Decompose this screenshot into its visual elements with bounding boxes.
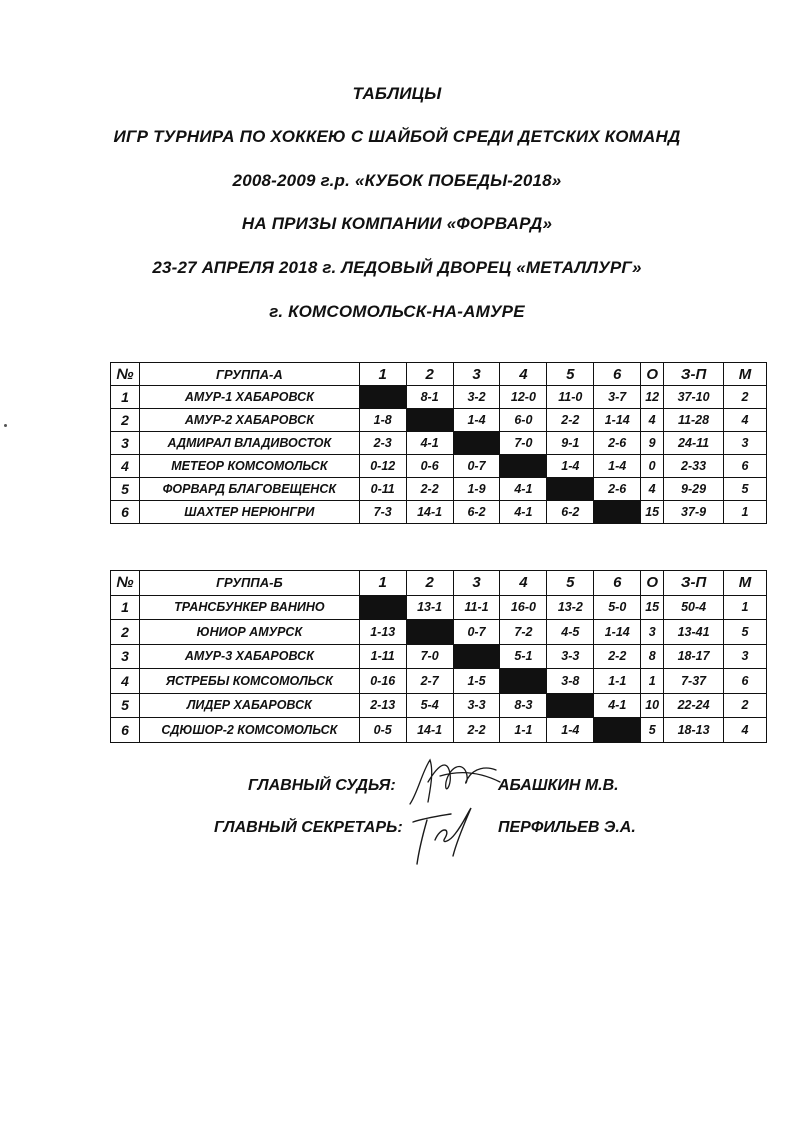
team-name: АМУР-1 ХАБАРОВСК <box>139 386 359 409</box>
team-name: МЕТЕОР КОМСОМОЛЬСК <box>139 455 359 478</box>
self-match-cell <box>500 455 547 478</box>
table-row <box>111 620 767 645</box>
place-value: 3 <box>724 432 767 455</box>
header-col-5: 5 <box>547 571 594 596</box>
goals-value: 18-13 <box>664 718 724 743</box>
header-col-4: 4 <box>500 571 547 596</box>
row-number: 5 <box>111 693 140 718</box>
match-result: 14-1 <box>406 718 453 743</box>
match-result: 11-1 <box>453 595 500 620</box>
header-goals: З-П <box>664 571 724 596</box>
match-result: 12-0 <box>500 386 547 409</box>
goals-value: 9-29 <box>664 478 724 501</box>
points-value: 4 <box>641 478 664 501</box>
group-b-table <box>110 570 767 743</box>
chief-secretary-label: ГЛАВНЫЙ СЕКРЕТАРЬ: <box>214 819 403 836</box>
match-result: 7-2 <box>500 620 547 645</box>
place-value: 6 <box>724 669 767 694</box>
table-header-row <box>111 363 767 386</box>
place-value: 1 <box>724 501 767 524</box>
match-result: 5-4 <box>406 693 453 718</box>
match-result: 0-16 <box>359 669 406 694</box>
points-value: 1 <box>641 669 664 694</box>
goals-value: 24-11 <box>664 432 724 455</box>
header-group: ГРУППА-Б <box>139 571 359 596</box>
row-number: 6 <box>111 718 140 743</box>
match-result: 1-4 <box>547 718 594 743</box>
row-number: 2 <box>111 409 140 432</box>
match-result: 1-5 <box>453 669 500 694</box>
goals-value: 37-10 <box>664 386 724 409</box>
header-col-2: 2 <box>406 571 453 596</box>
match-result: 14-1 <box>406 501 453 524</box>
match-result: 1-8 <box>359 409 406 432</box>
chief-judge-label: ГЛАВНЫЙ СУДЬЯ: <box>248 777 396 794</box>
header-col-3: 3 <box>453 571 500 596</box>
match-result: 1-14 <box>594 409 641 432</box>
match-result: 2-3 <box>359 432 406 455</box>
header-number: № <box>111 363 140 386</box>
match-result: 9-1 <box>547 432 594 455</box>
header-col-4: 4 <box>500 363 547 386</box>
row-number: 1 <box>111 595 140 620</box>
match-result: 7-0 <box>406 644 453 669</box>
title-line-2: ИГР ТУРНИРА ПО ХОККЕЮ С ШАЙБОЙ СРЕДИ ДЕТСКИХ КОМАНД <box>113 127 681 146</box>
match-result: 8-3 <box>500 693 547 718</box>
team-name: ФОРВАРД БЛАГОВЕЩЕНСК <box>139 478 359 501</box>
match-result: 2-6 <box>594 432 641 455</box>
place-value: 2 <box>724 386 767 409</box>
match-result: 6-2 <box>547 501 594 524</box>
match-result: 3-7 <box>594 386 641 409</box>
match-result: 2-6 <box>594 478 641 501</box>
title-line-4: НА ПРИЗЫ КОМПАНИИ «ФОРВАРД» <box>241 214 553 233</box>
team-name: ЮНИОР АМУРСК <box>139 620 359 645</box>
table-row <box>111 644 767 669</box>
place-value: 4 <box>724 718 767 743</box>
points-value: 12 <box>641 386 664 409</box>
match-result: 1-4 <box>594 455 641 478</box>
place-value: 3 <box>724 644 767 669</box>
chief-secretary-name: ПЕРФИЛЬЕВ Э.А. <box>498 819 636 836</box>
points-value: 4 <box>641 409 664 432</box>
header-place: М <box>724 363 767 386</box>
table-header-row <box>111 571 767 596</box>
self-match-cell <box>453 432 500 455</box>
chief-judge-name: АБАШКИН М.В. <box>498 777 619 794</box>
scan-speck <box>4 424 7 427</box>
group-b-body <box>111 595 767 742</box>
header-group: ГРУППА-А <box>139 363 359 386</box>
team-name: СДЮШОР-2 КОМСОМОЛЬСК <box>139 718 359 743</box>
place-value: 5 <box>724 478 767 501</box>
goals-value: 50-4 <box>664 595 724 620</box>
goals-value: 13-41 <box>664 620 724 645</box>
match-result: 2-2 <box>453 718 500 743</box>
points-value: 8 <box>641 644 664 669</box>
self-match-cell <box>359 386 406 409</box>
team-name: АМУР-2 ХАБАРОВСК <box>139 409 359 432</box>
header-points: О <box>641 363 664 386</box>
match-result: 3-3 <box>453 693 500 718</box>
match-result: 4-1 <box>406 432 453 455</box>
match-result: 11-0 <box>547 386 594 409</box>
team-name: АМУР-3 ХАБАРОВСК <box>139 644 359 669</box>
self-match-cell <box>500 669 547 694</box>
goals-value: 2-33 <box>664 455 724 478</box>
title-line-6: г. КОМСОМОЛЬСК-НА-АМУРЕ <box>269 302 525 321</box>
table-row <box>111 669 767 694</box>
match-result: 1-13 <box>359 620 406 645</box>
title-line-3: 2008-2009 г.р. «КУБОК ПОБЕДЫ-2018» <box>232 171 562 190</box>
table-row <box>111 455 767 478</box>
table-row <box>111 409 767 432</box>
place-value: 5 <box>724 620 767 645</box>
place-value: 2 <box>724 693 767 718</box>
self-match-cell <box>359 595 406 620</box>
match-result: 8-1 <box>406 386 453 409</box>
match-result: 1-9 <box>453 478 500 501</box>
team-name: АДМИРАЛ ВЛАДИВОСТОК <box>139 432 359 455</box>
goals-value: 37-9 <box>664 501 724 524</box>
team-name: ТРАНСБУНКЕР ВАНИНО <box>139 595 359 620</box>
match-result: 3-8 <box>547 669 594 694</box>
match-result: 4-1 <box>500 501 547 524</box>
header-col-1: 1 <box>359 571 406 596</box>
match-result: 0-7 <box>453 455 500 478</box>
header-goals: З-П <box>664 363 724 386</box>
group-a-table <box>110 362 767 524</box>
goals-value: 18-17 <box>664 644 724 669</box>
table-row <box>111 718 767 743</box>
points-value: 9 <box>641 432 664 455</box>
team-name: ЯСТРЕБЫ КОМСОМОЛЬСК <box>139 669 359 694</box>
team-name: ЛИДЕР ХАБАРОВСК <box>139 693 359 718</box>
table-row <box>111 501 767 524</box>
match-result: 16-0 <box>500 595 547 620</box>
match-result: 2-2 <box>594 644 641 669</box>
points-value: 3 <box>641 620 664 645</box>
match-result: 0-6 <box>406 455 453 478</box>
match-result: 13-1 <box>406 595 453 620</box>
secretary-signature <box>405 800 485 870</box>
self-match-cell <box>406 409 453 432</box>
match-result: 13-2 <box>547 595 594 620</box>
row-number: 3 <box>111 644 140 669</box>
table-row <box>111 478 767 501</box>
header-points: О <box>641 571 664 596</box>
title-line-5: 23-27 АПРЕЛЯ 2018 г. ЛЕДОВЫЙ ДВОРЕЦ «МЕТАЛЛУРГ» <box>152 258 642 277</box>
match-result: 4-1 <box>594 693 641 718</box>
place-value: 4 <box>724 409 767 432</box>
match-result: 2-7 <box>406 669 453 694</box>
header-col-5: 5 <box>547 363 594 386</box>
match-result: 3-3 <box>547 644 594 669</box>
match-result: 6-0 <box>500 409 547 432</box>
match-result: 0-11 <box>359 478 406 501</box>
table-row <box>111 432 767 455</box>
row-number: 6 <box>111 501 140 524</box>
table-row <box>111 595 767 620</box>
row-number: 4 <box>111 455 140 478</box>
self-match-cell <box>453 644 500 669</box>
match-result: 1-1 <box>594 669 641 694</box>
self-match-cell <box>406 620 453 645</box>
header-col-3: 3 <box>453 363 500 386</box>
title-line-1: ТАБЛИЦЫ <box>352 84 442 103</box>
match-result: 7-0 <box>500 432 547 455</box>
header-col-6: 6 <box>594 363 641 386</box>
header-place: М <box>724 571 767 596</box>
self-match-cell <box>547 478 594 501</box>
row-number: 3 <box>111 432 140 455</box>
match-result: 0-5 <box>359 718 406 743</box>
match-result: 6-2 <box>453 501 500 524</box>
header-number: № <box>111 571 140 596</box>
match-result: 3-2 <box>453 386 500 409</box>
team-name: ШАХТЕР НЕРЮНГРИ <box>139 501 359 524</box>
match-result: 1-4 <box>453 409 500 432</box>
self-match-cell <box>594 718 641 743</box>
match-result: 1-11 <box>359 644 406 669</box>
match-result: 5-0 <box>594 595 641 620</box>
header-col-1: 1 <box>359 363 406 386</box>
table-row <box>111 386 767 409</box>
match-result: 7-3 <box>359 501 406 524</box>
points-value: 15 <box>641 501 664 524</box>
table-row <box>111 693 767 718</box>
match-result: 1-4 <box>547 455 594 478</box>
points-value: 5 <box>641 718 664 743</box>
goals-value: 11-28 <box>664 409 724 432</box>
match-result: 1-1 <box>500 718 547 743</box>
points-value: 0 <box>641 455 664 478</box>
group-a-body <box>111 386 767 524</box>
header-col-6: 6 <box>594 571 641 596</box>
match-result: 1-14 <box>594 620 641 645</box>
place-value: 6 <box>724 455 767 478</box>
match-result: 4-1 <box>500 478 547 501</box>
row-number: 1 <box>111 386 140 409</box>
match-result: 5-1 <box>500 644 547 669</box>
match-result: 4-5 <box>547 620 594 645</box>
header-col-2: 2 <box>406 363 453 386</box>
match-result: 2-2 <box>406 478 453 501</box>
goals-value: 22-24 <box>664 693 724 718</box>
match-result: 0-12 <box>359 455 406 478</box>
goals-value: 7-37 <box>664 669 724 694</box>
row-number: 4 <box>111 669 140 694</box>
self-match-cell <box>594 501 641 524</box>
points-value: 10 <box>641 693 664 718</box>
self-match-cell <box>547 693 594 718</box>
row-number: 5 <box>111 478 140 501</box>
points-value: 15 <box>641 595 664 620</box>
row-number: 2 <box>111 620 140 645</box>
match-result: 2-13 <box>359 693 406 718</box>
match-result: 0-7 <box>453 620 500 645</box>
match-result: 2-2 <box>547 409 594 432</box>
place-value: 1 <box>724 595 767 620</box>
